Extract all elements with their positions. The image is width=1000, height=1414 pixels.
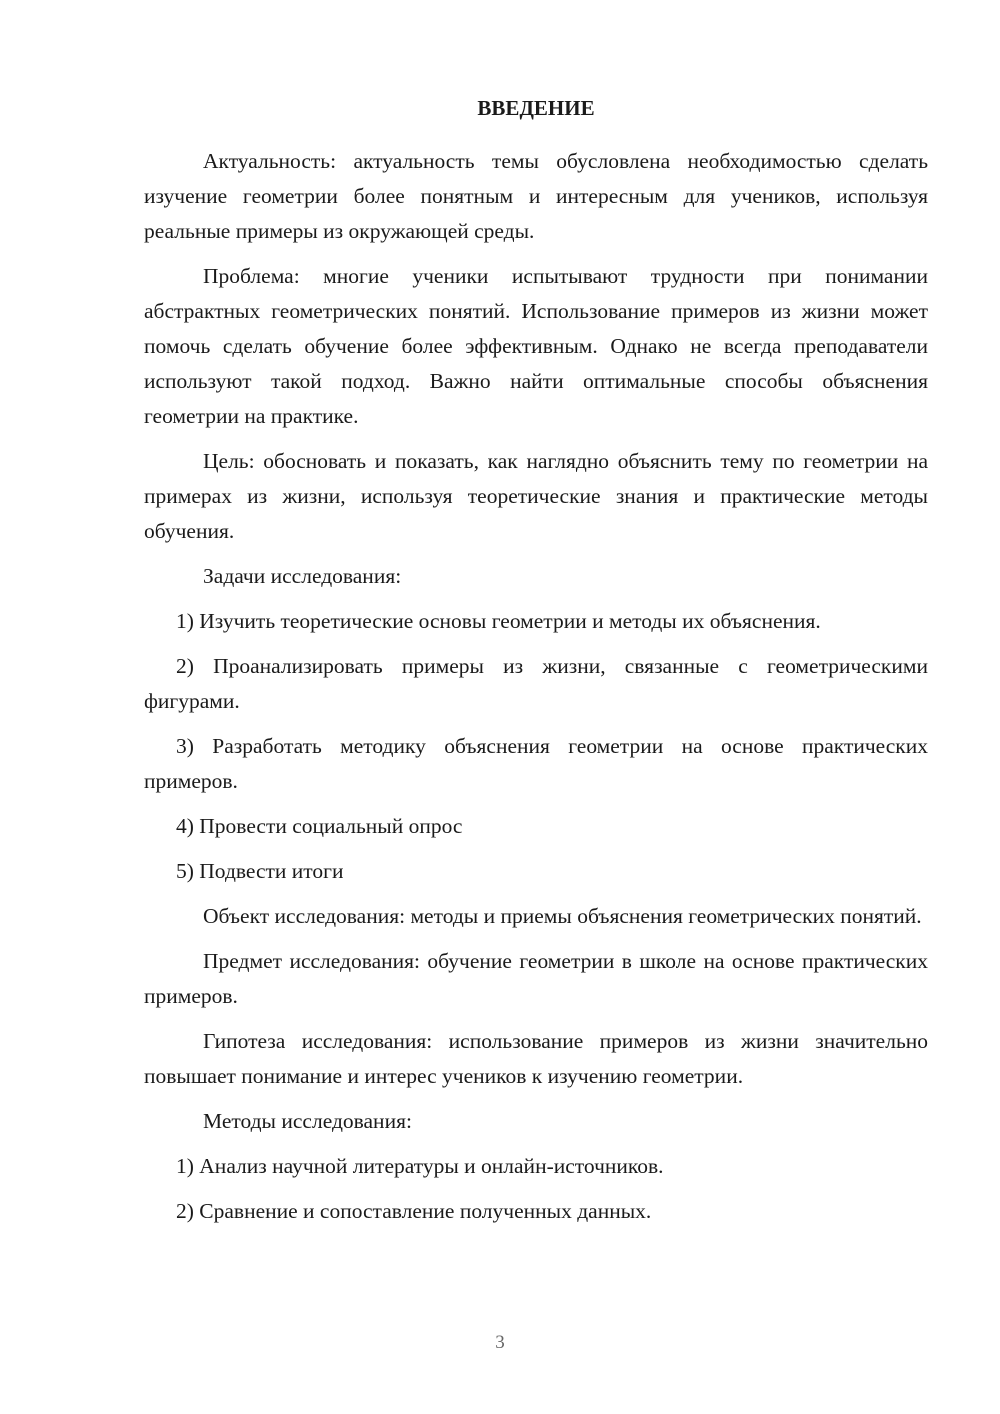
paragraph-subject: Предмет исследования: обучение геометрии в школе на основе практических примеров. <box>144 949 928 1008</box>
paragraph-methods-heading: Методы исследования: <box>203 1109 412 1133</box>
paragraph-problem: Проблема: многие ученики испытывают трудности при понимании абстрактных геометрических понятий. Использование примеров из жизни может помочь сделать обучение более эффективным. Однако не всегда преподаватели используют такой подход. Важно найти оптимальные способы объяснения геометрии на практике. <box>144 264 928 428</box>
paragraph-object: Объект исследования: методы и приемы объяснения геометрических понятий. <box>203 904 922 928</box>
section-title: ВВЕДЕНИЕ <box>477 96 595 120</box>
list-item-task-2: 2) Проанализировать примеры из жизни, связанные с геометрическими фигурами. <box>144 654 928 713</box>
list-item-task-4: 4) Провести социальный опрос <box>176 814 463 838</box>
document-page <box>144 92 928 1239</box>
paragraph-hypothesis: Гипотеза исследования: использование примеров из жизни значительно повышает понимание и интерес учеников к изучению геометрии. <box>144 1029 928 1088</box>
paragraph-relevance: Актуальность: актуальность темы обусловлена необходимостью сделать изучение геометрии более понятным и интересным для учеников, используя реальные примеры из окружающей среды. <box>144 149 928 243</box>
list-item-task-3: 3) Разработать методику объяснения геометрии на основе практических примеров. <box>144 734 928 793</box>
paragraph-goal: Цель: обосновать и показать, как наглядно объяснить тему по геометрии на примерах из жизни, используя теоретические знания и практические методы обучения. <box>144 449 928 543</box>
list-item-task-5: 5) Подвести итоги <box>176 859 344 883</box>
list-item-method-1: 1) Анализ научной литературы и онлайн-источников. <box>176 1154 664 1178</box>
paragraph-tasks-heading: Задачи исследования: <box>203 564 402 588</box>
list-item-method-2: 2) Сравнение и сопоставление полученных данных. <box>176 1199 652 1223</box>
page-number: 3 <box>495 1332 505 1353</box>
list-item-task-1: 1) Изучить теоретические основы геометрии и методы их объяснения. <box>176 609 821 633</box>
